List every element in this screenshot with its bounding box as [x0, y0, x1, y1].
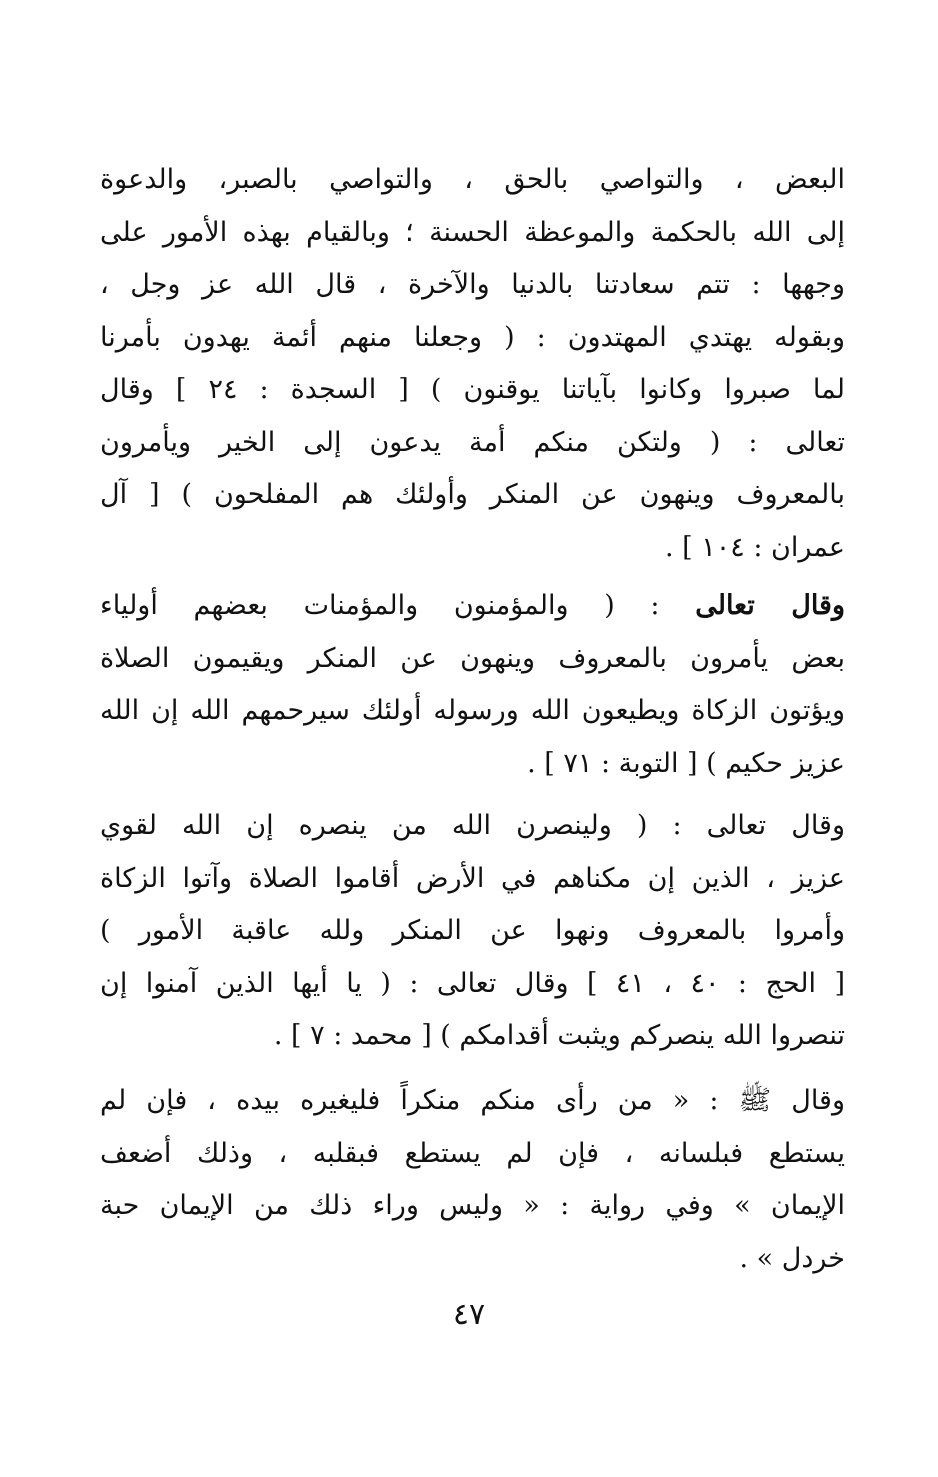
paragraph-line: بعض يأمرون بالمعروف وينهون عن المنكر ويقيمون الصلاة — [100, 642, 845, 674]
paragraph-line — [100, 580, 845, 633]
paragraph-line: إلى الله بالحكمة والموعظة الحسنة ؛ وبالقيام بهذه الأمور على — [100, 216, 845, 248]
paragraph-line: وبقوله يهتدي المهتدون : ( وجعلنا منهم أئمة يهدون بأمرنا — [100, 321, 845, 353]
paragraph-3 — [100, 800, 845, 1063]
paragraph-line: ويؤتون الزكاة ويطيعون الله ورسوله أولئك سيرحمهم الله إن الله — [100, 695, 845, 726]
paragraph-line: يستطع فبلسانه ، فإن لم يستطع فبقلبه ، وذلك أضعف — [100, 1137, 845, 1169]
paragraph-line: وجهها : تتم سعادتنا بالدنيا والآخرة ، قال الله عز وجل ، — [100, 269, 845, 300]
paragraph-4 — [100, 1075, 845, 1285]
paragraph-line: البعض ، والتواصي بالحق ، والتواصي بالصبر، والدعوة — [100, 164, 845, 195]
paragraph-line: تنصروا الله ينصركم ويثبت أقدامكم ) [ محمد : ٧ ] . — [273, 1020, 845, 1051]
paragraph-line: وقال تعالى : ( ولينصرن الله من ينصره إن الله لقوي — [100, 810, 845, 841]
paragraph-line: عمران : ١٠٤ ] . — [664, 531, 845, 563]
paragraph-line: لما صبروا وكانوا بآياتنا يوقنون ) [ السجدة : ٢٤ ] وقال — [100, 374, 845, 405]
paragraph-line: خردل » . — [739, 1242, 845, 1274]
paragraph-line: بالمعروف وينهون عن المنكر وأولئك هم المفلحون ) [ آل — [100, 479, 845, 510]
paragraph-2 — [100, 580, 845, 790]
paragraph-line-text: : ( والمؤمنون والمؤمنات بعضهم أولياء — [100, 590, 696, 621]
paragraph-lead: وقال تعالى — [695, 590, 845, 621]
paragraph-line: تعالى : ( ولتكن منكم أمة يدعون إلى الخير ويأمرون — [100, 426, 845, 458]
paragraph-line: [ الحج : ٤٠ ، ٤١ ] وقال تعالى : ( يا أيها الذين آمنوا إن — [100, 967, 845, 999]
page-number: ٤٧ — [452, 1297, 486, 1332]
paragraph-1 — [100, 154, 845, 574]
paragraph-line: وأمروا بالمعروف ونهوا عن المنكر ولله عاقبة الأمور ) — [100, 915, 845, 946]
paragraph-line: الإيمان » وفي رواية : « وليس وراء ذلك من الإيمان حبة — [100, 1190, 845, 1221]
paragraph-line: عزيز ، الذين إن مكناهم في الأرض أقاموا الصلاة وآتوا الزكاة — [100, 862, 845, 894]
paragraph-line: وقال ﷺ : « من رأى منكم منكراً فليغيره بيده ، فإن لم — [100, 1085, 845, 1116]
paragraph-line: عزيز حكيم ) [ التوبة : ٧١ ] . — [527, 747, 845, 779]
